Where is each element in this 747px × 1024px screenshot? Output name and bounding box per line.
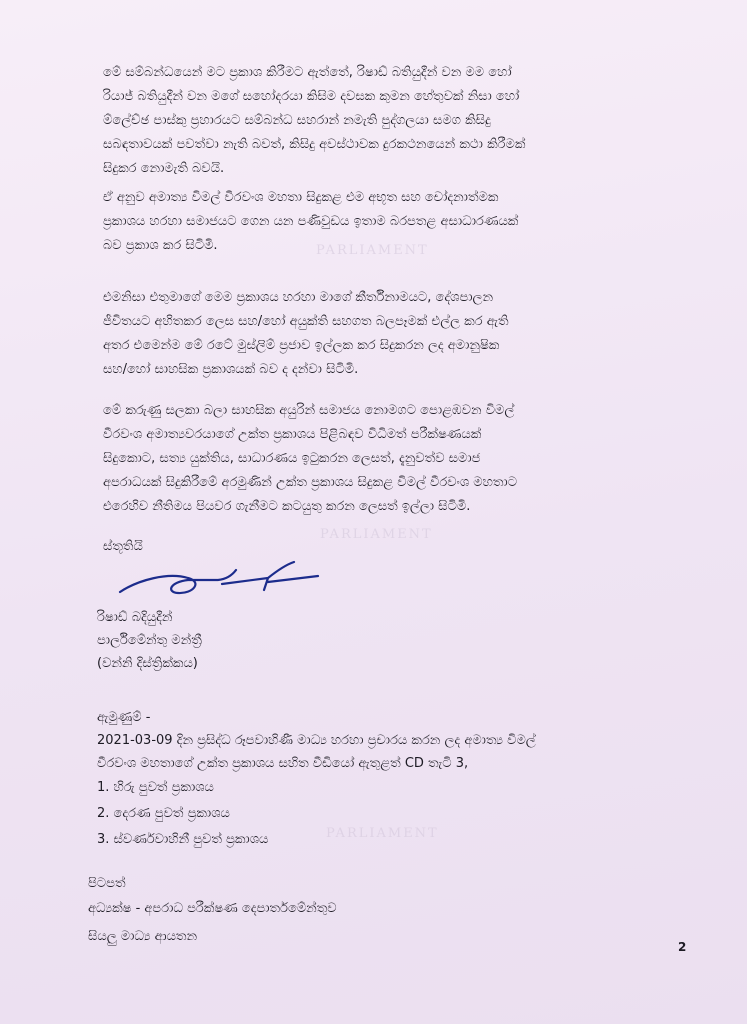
- copies-heading: පිටපත්: [88, 876, 126, 891]
- attachment-item: 1. හිරු පුවත් ප්‍රකාශය: [97, 780, 214, 795]
- text-line: ම්ලේච්ඡ පාස්කු ප්‍රහාරයට සම්බන්ධ සහරාන් නමැති පුද්ගලයා සමග කිසිදු: [103, 113, 491, 128]
- watermark: PARLIAMENT: [326, 826, 439, 841]
- copies-block: [88, 872, 337, 951]
- signer-name: රිෂාඩ් බදියුදීන්: [97, 610, 173, 625]
- text-line: වීරවංශ අමාත්‍යවරයාගේ උක්ත ප්‍රකාශය පිළිබඳව විධිමත් පරීක්ෂණයක්: [103, 427, 482, 442]
- text-line: ජීවිතයට අහිතකර ලෙස සහ/හෝ අයුක්ති සහගත බලපෑමක් එල්ල කර ඇති: [103, 314, 509, 329]
- text-line: සිදුකොට, සත්‍ය යුක්තිය, සාධාරණය ඉටුකරන ලෙසත්, දැනුවත්ව සමාජ: [103, 451, 481, 466]
- text-line: එමනිසා එතුමාගේ මෙම ප්‍රකාශය හරහා මාගේ කීර්තිනාමයට, දේශපාලන: [103, 290, 494, 305]
- signer-block: [97, 606, 202, 675]
- copy-recipient: අධ්‍යක්ෂ - අපරාධ පරීක්ෂණ දෙපාර්තමේන්තුව: [88, 901, 337, 916]
- text-line: බව ප්‍රකාශ කර සිටිමි.: [103, 238, 218, 253]
- text-line: මේ සම්බන්ධයෙන් මට ප්‍රකාශ කිරීමට ඇත්තේ, රිෂාඩ් බතියුදීන් වන මම හෝ: [103, 65, 512, 80]
- signer-title: පාර්ලිමේන්තු මන්ත්‍රී: [97, 633, 202, 648]
- signature-image: [118, 560, 328, 610]
- text-line: ප්‍රකාශය හරහා සමාජයට ගෙන යන පණිවුඩය ඉතාම බරපතළ අසාධාරණයක්: [103, 214, 519, 229]
- text-line: අතර එමෙන්ම මේ රටේ මුස්ලිම් ප්‍රජාව ඉල්ලක කර සිදුකරන ලද අමානුෂික: [103, 338, 500, 353]
- text-line: සබඳතාවයක් පවත්වා නැති බවත්, කිසිදු අවස්ථාවක දුරකථනයෙන් කථා කිරීමක්: [103, 137, 526, 152]
- attachments-list: [97, 729, 687, 853]
- text-line: රියාජ් බතියුදීන් වන මගේ සහෝදරයා කිසිම දවසක කුමන හේතුවක් නිසා හෝ: [103, 89, 520, 104]
- text-line: එරෙහිව නීතිමය පියවර ගැනීමට කටයුතු කරන ලෙසත් ඉල්ලා සිටිමි.: [103, 499, 471, 514]
- paragraph-2: [103, 186, 671, 258]
- text-line: මේ කරුණු සලකා බලා සාහසික අයුරින් සමාජය නොමගට පොළඹවන විමල්: [103, 403, 515, 418]
- paragraph-3: [103, 286, 671, 382]
- text-line: අපරාධයක් සිදුකිරීමේ අරමුණින් උක්ත ප්‍රකාශය සිදුකළ විමල් වීරවංශ මහතාට: [103, 475, 518, 490]
- closing-thanks: ස්තූතියි: [103, 539, 143, 554]
- attachments-heading: ඇමුණුම් -: [97, 710, 151, 725]
- text-line: ඒ අනුව අමාත්‍ය විමල් වීරවංශ මහතා සිදුකළ එම අභූත සහ චෝදනාත්මක: [103, 190, 499, 205]
- paragraph-4: [103, 399, 671, 519]
- watermark: PARLIAMENT: [316, 243, 429, 258]
- attachments-intro-line: 2021-03-09 දින ප්‍රසිද්ධ රූපවාහිණී මාධ්‍ය හරහා ප්‍රචාරය කරන ලද අමාත්‍ය විමල්: [97, 733, 536, 748]
- copy-recipient: සියලු මාධ්‍ය ආයතන: [88, 929, 198, 944]
- attachment-item: 3. ස්වර්ණවාහිනී පුවත් ප්‍රකාශය: [97, 832, 269, 847]
- text-line: සිදුකර නොමැති බවයි.: [103, 161, 225, 176]
- page-number: 2: [678, 940, 687, 954]
- paragraph-1: [103, 61, 671, 181]
- attachments-intro-line: වීරවංශ මහතාගේ උක්ත ප්‍රකාශය සහිත වීඩියෝ ඇතුළත් CD තැටි 3,: [97, 756, 469, 771]
- text-line: සහ/හෝ සාහසික ප්‍රකාශයක් බව ද දන්වා සිටිමි.: [103, 362, 359, 377]
- attachment-item: 2. දෙරණ පුවත් ප්‍රකාශය: [97, 806, 230, 821]
- signer-district: (වන්නි දිස්ත්‍රික්කය): [97, 656, 198, 671]
- watermark: PARLIAMENT: [320, 527, 433, 542]
